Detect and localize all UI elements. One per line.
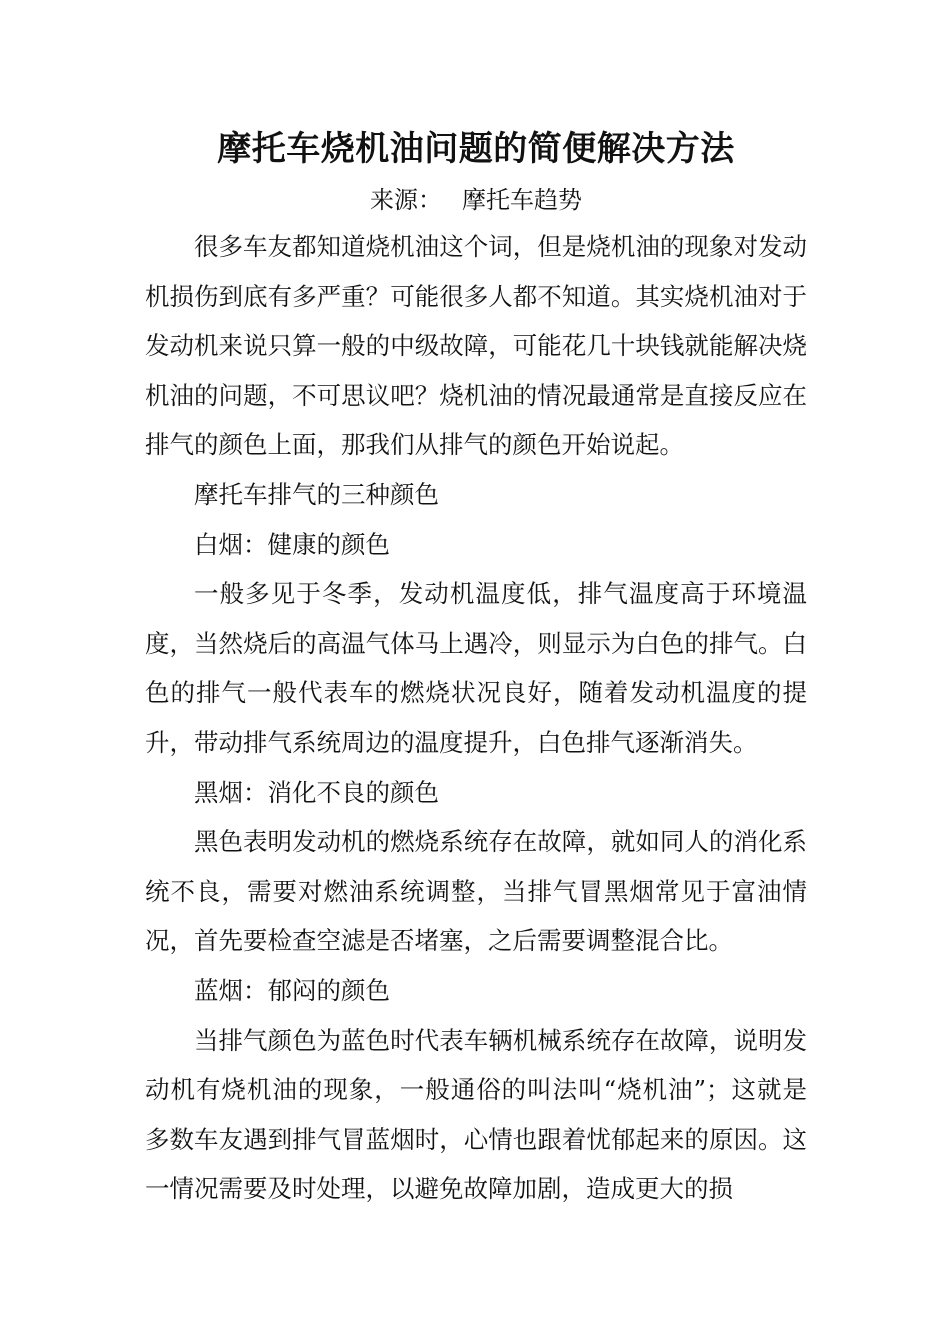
section-heading: 摩托车排气的三种颜色 [194, 479, 439, 509]
white-smoke-heading: 白烟：健康的颜色 [194, 529, 390, 559]
source-line [145, 178, 807, 222]
source-label: 来源： [370, 186, 442, 214]
source-value: 摩托车趋势 [462, 186, 582, 214]
white-smoke-paragraph: 一般多见于冬季，发动机温度低，排气温度高于环境温度，当然烧后的高温气体马上遇冷，则显示为白色的排气。白色的排气一般代表车的燃烧状况良好，随着发动机温度的提升，带动排气系统周边的温度提升，白色排气逐渐消失。 [145, 579, 807, 757]
document-page [145, 120, 807, 1214]
blue-smoke-heading: 蓝烟：郁闷的颜色 [194, 975, 390, 1005]
black-smoke-paragraph: 黑色表明发动机的燃烧系统存在故障，就如同人的消化系统不良，需要对燃油系统调整，当排气冒黑烟常见于富油情况，首先要检查空滤是否堵塞，之后需要调整混合比。 [145, 827, 807, 956]
document-title: 摩托车烧机油问题的简便解决方法 [217, 129, 735, 169]
black-smoke-heading: 黑烟：消化不良的颜色 [194, 777, 439, 807]
intro-paragraph: 很多车友都知道烧机油这个词，但是烧机油的现象对发动机损伤到底有多严重？可能很多人都不知道。其实烧机油对于发动机来说只算一般的中级故障，可能花几十块钱就能解决烧机油的问题，不可思议吧？烧机油的情况最通常是直接反应在排气的颜色上面，那我们从排气的颜色开始说起。 [145, 232, 807, 460]
blue-smoke-paragraph: 当排气颜色为蓝色时代表车辆机械系统存在故障，说明发动机有烧机油的现象，一般通俗的叫法叫“烧机油”；这就是多数车友遇到排气冒蓝烟时，心情也跟着忧郁起来的原因。这一情况需要及时处理，以避免故障加剧，造成更大的损 [145, 1025, 807, 1204]
